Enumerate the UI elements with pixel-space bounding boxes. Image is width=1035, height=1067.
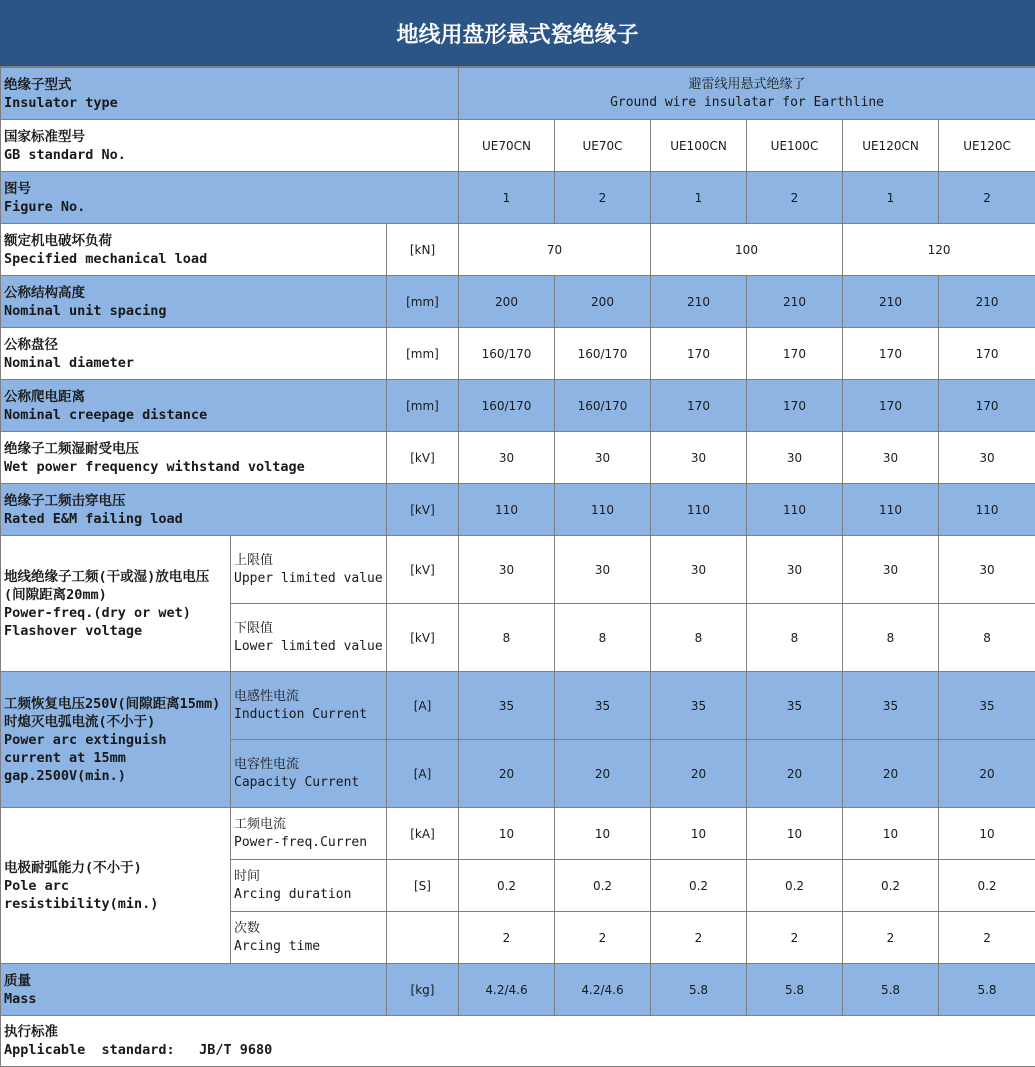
value-cell: 160/170 (555, 380, 651, 432)
value-cell: 0.2 (843, 860, 939, 912)
value-cell: 35 (843, 672, 939, 740)
row-standard (1, 1016, 1035, 1067)
value-cell: 30 (747, 432, 843, 484)
value-cell: 20 (555, 740, 651, 808)
row-gb-no (1, 120, 1035, 172)
value-cell: 5.8 (843, 964, 939, 1016)
sub-label: 电容性电流 Capacity Current (231, 740, 387, 808)
sub-label: 次数 Arcing time (231, 912, 387, 964)
unit-cell: [kV] (387, 432, 459, 484)
unit-cell: [kV] (387, 536, 459, 604)
gb-no-cell: UE120CN (843, 120, 939, 172)
unit-cell: [kN] (387, 224, 459, 276)
gb-no-cell: UE120C (939, 120, 1035, 172)
row-arc-induction (1, 672, 1035, 740)
mech-load-cell: 100 (651, 224, 843, 276)
figure-no-cell: 2 (747, 172, 843, 224)
row-label: 地线绝缘子工频(干或湿)放电电压(间隙距离20mm) Power-freq.(dry or wet) Flashover voltage (1, 536, 231, 672)
value-cell: 160/170 (459, 380, 555, 432)
value-cell: 2 (555, 912, 651, 964)
value-cell: 4.2/4.6 (459, 964, 555, 1016)
value-cell: 200 (555, 276, 651, 328)
value-cell: 35 (555, 672, 651, 740)
row-label: 绝缘子工频湿耐受电压 Wet power frequency withstand voltage (1, 432, 387, 484)
mech-load-cell: 120 (843, 224, 1035, 276)
sub-label: 工频电流 Power-freq.Curren (231, 808, 387, 860)
value-cell: 170 (651, 380, 747, 432)
value-cell: 30 (843, 536, 939, 604)
value-cell: 110 (747, 484, 843, 536)
value-cell: 10 (459, 808, 555, 860)
unit-cell (387, 912, 459, 964)
value-cell: 170 (939, 380, 1035, 432)
value-cell: 200 (459, 276, 555, 328)
row-mech-load (1, 224, 1035, 276)
value-cell: 35 (939, 672, 1035, 740)
value-cell: 2 (747, 912, 843, 964)
gb-no-cell: UE100C (747, 120, 843, 172)
gb-no-cell: UE100CN (651, 120, 747, 172)
unit-cell: [mm] (387, 276, 459, 328)
value-cell: 8 (939, 604, 1035, 672)
sub-label: 电感性电流 Induction Current (231, 672, 387, 740)
value-cell: 210 (651, 276, 747, 328)
row-flashover-upper (1, 536, 1035, 604)
row-mass (1, 964, 1035, 1016)
row-label: 额定机电破坏负荷 Specified mechanical load (1, 224, 387, 276)
value-cell: 5.8 (747, 964, 843, 1016)
value-cell: 110 (459, 484, 555, 536)
value-cell: 170 (747, 328, 843, 380)
applicable-standard: 执行标准 Applicable standard: JB/T 9680 (1, 1016, 1035, 1067)
value-cell: 30 (555, 432, 651, 484)
unit-cell: [mm] (387, 328, 459, 380)
page-title: 地线用盘形悬式瓷绝缘子 (0, 0, 1035, 67)
row-label: 工频恢复电压250V(间隙距离15mm)时熄灭电弧电流(不小于) Power arc extinguish current at 15mm gap.2500V(min.) (1, 672, 231, 808)
value-cell: 8 (555, 604, 651, 672)
mech-load-cell: 70 (459, 224, 651, 276)
unit-cell: [kV] (387, 604, 459, 672)
sub-label: 上限值 Upper limited value (231, 536, 387, 604)
value-cell: 20 (747, 740, 843, 808)
value-cell: 160/170 (459, 328, 555, 380)
value-cell: 2 (651, 912, 747, 964)
value-cell: 160/170 (555, 328, 651, 380)
unit-cell: [kA] (387, 808, 459, 860)
unit-cell: [kg] (387, 964, 459, 1016)
row-label: 公称结构高度 Nominal unit spacing (1, 276, 387, 328)
value-cell: 10 (843, 808, 939, 860)
value-cell: 5.8 (651, 964, 747, 1016)
value-cell: 10 (939, 808, 1035, 860)
row-label: 国家标准型号 GB standard No. (1, 120, 459, 172)
value-cell: 10 (747, 808, 843, 860)
unit-cell: [mm] (387, 380, 459, 432)
gb-no-cell: UE70C (555, 120, 651, 172)
value-cell: 210 (939, 276, 1035, 328)
value-cell: 20 (939, 740, 1035, 808)
row-label: 电极耐弧能力(不小于) Pole arc resistibility(min.) (1, 808, 231, 964)
value-cell: 170 (939, 328, 1035, 380)
gb-no-cell: UE70CN (459, 120, 555, 172)
value-cell: 110 (939, 484, 1035, 536)
value-cell: 10 (651, 808, 747, 860)
value-cell: 170 (843, 380, 939, 432)
value-cell: 5.8 (939, 964, 1035, 1016)
spec-table (0, 67, 1035, 1067)
value-cell: 0.2 (939, 860, 1035, 912)
row-label: 图号 Figure No. (1, 172, 459, 224)
value-cell: 2 (939, 912, 1035, 964)
value-cell: 35 (747, 672, 843, 740)
row-unit-spacing (1, 276, 1035, 328)
row-diameter (1, 328, 1035, 380)
value-cell: 0.2 (459, 860, 555, 912)
unit-cell: [S] (387, 860, 459, 912)
value-cell: 8 (747, 604, 843, 672)
value-cell: 30 (939, 536, 1035, 604)
value-cell: 30 (747, 536, 843, 604)
value-cell: 4.2/4.6 (555, 964, 651, 1016)
figure-no-cell: 1 (843, 172, 939, 224)
value-cell: 110 (843, 484, 939, 536)
value-cell: 0.2 (747, 860, 843, 912)
value-cell: 30 (555, 536, 651, 604)
row-creepage (1, 380, 1035, 432)
value-cell: 0.2 (651, 860, 747, 912)
value-cell: 210 (747, 276, 843, 328)
figure-no-cell: 1 (651, 172, 747, 224)
unit-cell: [A] (387, 740, 459, 808)
value-cell: 0.2 (555, 860, 651, 912)
value-cell: 30 (939, 432, 1035, 484)
value-cell: 35 (651, 672, 747, 740)
value-cell: 170 (843, 328, 939, 380)
row-label: 公称盘径 Nominal diameter (1, 328, 387, 380)
sub-label: 时间 Arcing duration (231, 860, 387, 912)
value-cell: 8 (843, 604, 939, 672)
value-cell: 20 (459, 740, 555, 808)
insulator-type-value: 避雷线用悬式绝缘了 Ground wire insulatar for Earthline (459, 68, 1035, 120)
unit-cell: [kV] (387, 484, 459, 536)
value-cell: 2 (459, 912, 555, 964)
value-cell: 8 (459, 604, 555, 672)
value-cell: 10 (555, 808, 651, 860)
row-pole-arc-current (1, 808, 1035, 860)
value-cell: 170 (747, 380, 843, 432)
value-cell: 110 (555, 484, 651, 536)
value-cell: 2 (843, 912, 939, 964)
value-cell: 30 (651, 536, 747, 604)
row-label: 公称爬电距离 Nominal creepage distance (1, 380, 387, 432)
value-cell: 30 (651, 432, 747, 484)
value-cell: 20 (843, 740, 939, 808)
row-wet-voltage (1, 432, 1035, 484)
figure-no-cell: 2 (555, 172, 651, 224)
figure-no-cell: 2 (939, 172, 1035, 224)
unit-cell: [A] (387, 672, 459, 740)
row-insulator-type (1, 68, 1035, 120)
value-cell: 20 (651, 740, 747, 808)
value-cell: 30 (459, 432, 555, 484)
row-label: 质量 Mass (1, 964, 387, 1016)
sub-label: 下限值 Lower limited value (231, 604, 387, 672)
value-cell: 30 (459, 536, 555, 604)
row-label: 绝缘子型式 Insulator type (1, 68, 459, 120)
row-figure-no (1, 172, 1035, 224)
value-cell: 8 (651, 604, 747, 672)
value-cell: 170 (651, 328, 747, 380)
row-label: 绝缘子工频击穿电压 Rated E&M failing load (1, 484, 387, 536)
value-cell: 30 (843, 432, 939, 484)
figure-no-cell: 1 (459, 172, 555, 224)
value-cell: 210 (843, 276, 939, 328)
value-cell: 110 (651, 484, 747, 536)
value-cell: 35 (459, 672, 555, 740)
row-puncture (1, 484, 1035, 536)
